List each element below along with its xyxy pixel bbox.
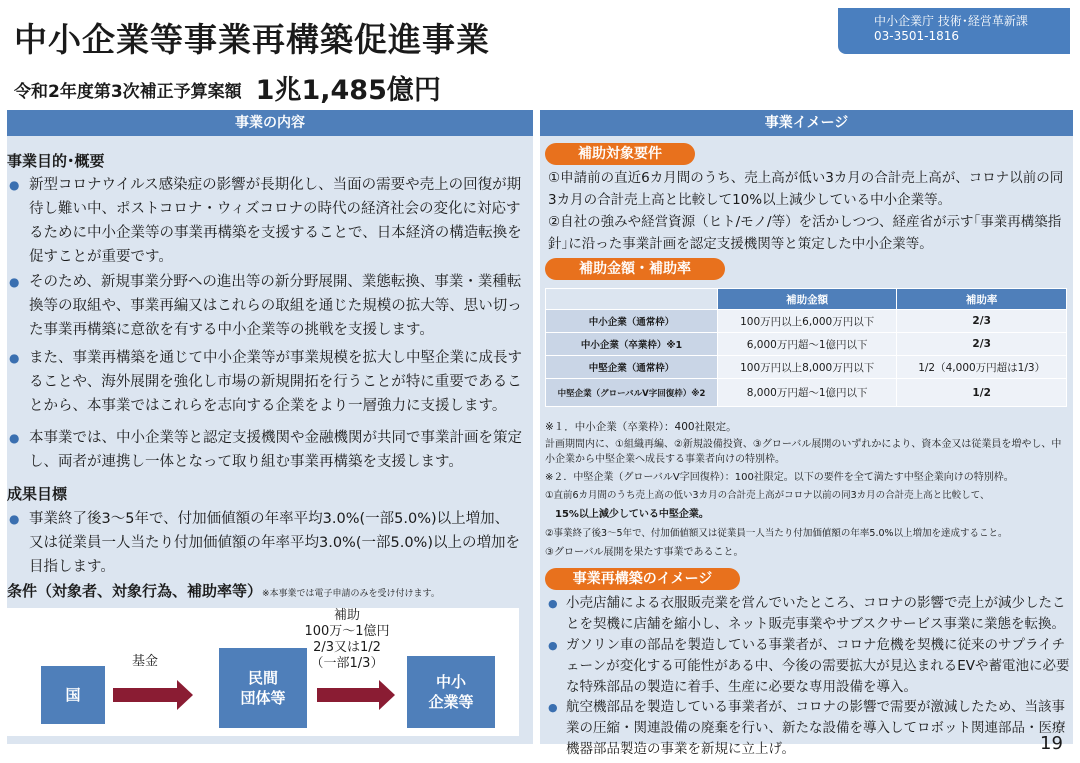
page-subtitle <box>14 66 441 105</box>
flow-node-private-org: 民間 団体等 <box>219 648 307 728</box>
purpose-bullet: ● そのため、新規事業分野への進出等の新分野展開、業態転換、事業・業種転換等の取組や、事業再編又はこれらの取組を通じた規模の拡大等、思い切った事業再構築に意欲を有する中小企業等の挑戦を支援します。 <box>7 270 522 342</box>
conditions-heading <box>7 580 440 601</box>
row-rate: 1/2（4,000万円超は1/3） <box>897 356 1067 379</box>
table-header-blank <box>546 289 718 310</box>
flow-arrow <box>317 688 379 702</box>
row-rate: 1/2 <box>897 379 1067 407</box>
note-2: ※２．中堅企業（グローバルV字回復枠）：100社限定。以下の要件を全て満たす中堅企業向けの特別枠。 <box>545 472 1014 483</box>
department-name: 中小企業庁 技術･経営革新課 <box>874 14 1028 28</box>
row-name: 中小企業（卒業枠）※1 <box>546 333 718 356</box>
purpose-bullet: ● 新型コロナウイルス感染症の影響が長期化し、当面の需要や売上の回復が期待し難い中、ポストコロナ・ウィズコロナの時代の経済社会の変化に対応するために中小企業等の事業再構築を支援することで、日本経済の構造転換を促すことが重要です。 <box>7 173 522 269</box>
flow-node-sme: 中小 企業等 <box>407 656 495 728</box>
requirements-pill: 補助対象要件 <box>545 143 695 165</box>
requirement-1: ①申請前の直近6カ月間のうち、売上高が低い3カ月の合計売上高が、コロナ以前の同3カ月の合計売上高と比較して10%以上減少している中小企業等。 <box>548 170 1064 208</box>
row-name: 中堅企業（通常枠） <box>546 356 718 379</box>
row-amount: 8,000万円超～1億円以下 <box>718 379 897 407</box>
purpose-heading: 事業目的･概要 <box>7 152 105 170</box>
purpose-bullet: ● 本事業では、中小企業等と認定支援機関や金融機関が共同で事業計画を策定し、両者が連携し一体となって取り組む事業再構築を支援します。 <box>7 426 522 474</box>
image-pill: 事業再構築のイメージ <box>545 568 740 590</box>
table-row <box>546 333 1067 356</box>
note-2-cond-1: ①直前6カ月間のうち売上高の低い3カ月の合計売上高がコロナ以前の同3カ月の合計売上高と比較して、 <box>545 490 990 501</box>
note-1: ※１．中小企業（卒業枠）：400社限定。 <box>545 421 737 433</box>
row-rate: 2/3 <box>897 310 1067 333</box>
row-name: 中小企業（通常枠） <box>546 310 718 333</box>
note-2-cond-2: ②事業終了後3～5年で、付加価値額又は従業員一人当たり付加価値額の年率5.0%以上増加を達成すること。 <box>545 528 1008 539</box>
row-amount: 100万円以上6,000万円以下 <box>718 310 897 333</box>
budget-amount: 1兆1,485億円 <box>255 75 441 106</box>
conditions-title: 条件（対象者、対象行為、補助率等） <box>7 582 263 600</box>
flow-arrow <box>113 688 177 702</box>
conditions-note: ※本事業では電子申請のみを受け付けます。 <box>262 589 440 599</box>
budget-label: 令和2年度第3次補正予算案額 <box>14 82 242 102</box>
goal-heading: 成果目標 <box>7 485 68 503</box>
table-header-rate: 補助率 <box>897 289 1067 310</box>
page-number: 19 <box>1040 733 1063 754</box>
table-row <box>546 356 1067 379</box>
note-2-cond-1b: 15%以上減少している中堅企業。 <box>555 509 709 520</box>
department-box <box>838 8 1070 54</box>
row-amount: 6,000万円超～1億円以下 <box>718 333 897 356</box>
table-row <box>546 379 1067 407</box>
flow-diagram <box>7 608 519 736</box>
row-rate: 2/3 <box>897 333 1067 356</box>
page-title: 中小企業等事業再構築促進事業 <box>14 20 490 59</box>
note-2-cond-3: ③グローバル展開を果たす事業であること。 <box>545 547 744 558</box>
left-panel-header: 事業の内容 <box>7 110 533 136</box>
table-header-row <box>546 289 1067 310</box>
row-name: 中堅企業（グローバルV字回復枠）※2 <box>546 379 718 407</box>
example-bullet: ● ガソリン車の部品を製造している事業者が、コロナ危機を契機に従来のサプライチェーンが変化する可能性がある中、今後の需要拡大が見込まれるEVや蓄電池に必要な特殊部品の製造に着手、生産に必要な専用設備を導入。 <box>548 635 1070 698</box>
right-panel-header: 事業イメージ <box>540 110 1073 136</box>
requirement-2: ②自社の強みや経営資源（ヒト/モノ/等）を活かしつつ、経産省が示す｢事業再構築指針｣に沿った事業計画を認定支援機関等と策定した中小企業等。 <box>548 214 1062 252</box>
example-bullet: ● 小売店舗による衣服販売業を営んでいたところ、コロナの影響で売上が減少したことを契機に店舗を縮小し、ネット販売事業やサブスクサービス事業に業態を転換。 <box>548 593 1070 635</box>
row-amount: 100万円以上8,000万円以下 <box>718 356 897 379</box>
amount-pill: 補助金額・補助率 <box>545 258 725 280</box>
department-phone: 03-3501-1816 <box>874 29 960 43</box>
flow-node-country: 国 <box>41 666 105 724</box>
flow-label-subsidy: 補助 100万～1億円 2/3又は1/2 （一部1/3） <box>304 608 390 671</box>
table-header-amount: 補助金額 <box>718 289 897 310</box>
subsidy-table <box>545 288 1067 407</box>
example-bullet: ● 航空機部品を製造している事業者が、コロナの影響で需要が激減したため、当該事業の圧縮・関連設備の廃棄を行い、新たな設備を導入してロボット関連部品・医療機器部品製造の事業を新規に立上げ。 <box>548 697 1070 760</box>
flow-label-fund: 基金 <box>131 654 158 669</box>
goal-bullet: ● 事業終了後3～5年で、付加価値額の年率平均3.0%(一部5.0%)以上増加、又は従業員一人当たり付加価値額の年率平均3.0%(一部5.0%)以上の増加を目指します。 <box>7 507 522 579</box>
purpose-bullet: ● また、事業再構築を通じて中小企業等が事業規模を拡大し中堅企業に成長することや、海外展開を強化し市場の新規開拓を行うことが特に重要であることから、本事業ではこれらを志向する企業をより一層強力に支援します。 <box>7 346 522 418</box>
note-1-detail: 計画期間内に、①組織再編、②新規設備投資、③グローバル展開のいずれかにより、資本金又は従業員を増やし、中小企業から中堅企業へ成長する事業者向けの特別枠。 <box>545 439 1062 465</box>
table-row <box>546 310 1067 333</box>
